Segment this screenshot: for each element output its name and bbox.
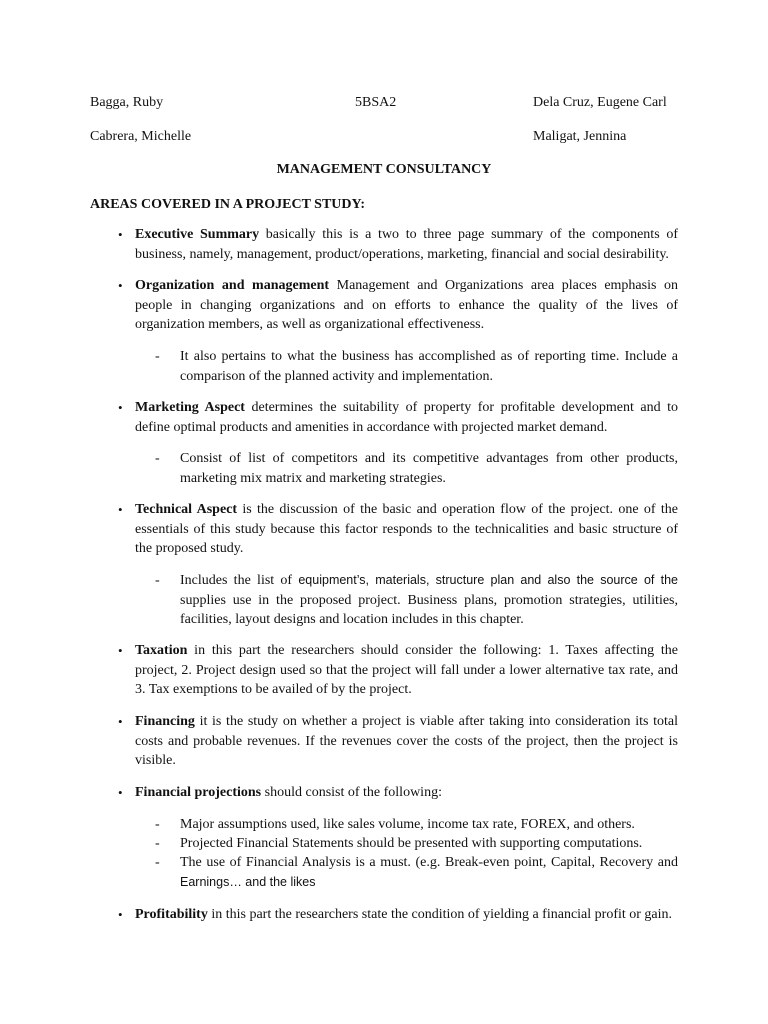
author-name-1: Bagga, Ruby: [90, 95, 164, 110]
sub-item-text: Projected Financial Statements should be presented with supporting computations.: [180, 836, 643, 851]
item-text: should consist of the following:: [261, 785, 442, 800]
bullet-icon: •: [118, 714, 123, 729]
bullet-icon: •: [118, 227, 123, 242]
dash-marker: -: [155, 836, 160, 851]
dash-marker: -: [155, 573, 160, 588]
list-item-financial-projections: [118, 783, 678, 803]
section-heading: AREAS COVERED IN A PROJECT STUDY:: [90, 197, 366, 212]
item-text: it is the study on whether a project is viable after taking into consideration its total costs and probable revenues. If the revenues cover the costs of the project, then the project is visible.: [135, 714, 678, 768]
bullet-icon: •: [118, 643, 123, 658]
item-term: Taxation: [135, 643, 188, 658]
list-item-marketing: [118, 398, 678, 437]
bullet-icon: •: [118, 907, 123, 922]
dash-marker: -: [155, 817, 160, 832]
item-term: Marketing Aspect: [135, 400, 245, 415]
list-item-executive-summary: [118, 225, 678, 264]
list-item-taxation: [118, 641, 678, 700]
list-item-technical: [118, 500, 678, 559]
item-text: basically this is a two to three page summary of the components of business, namely, management, product/operations, marketing, financial and social desirability.: [135, 227, 678, 262]
item-term: Organization and management: [135, 278, 330, 293]
sub-item: [155, 347, 678, 386]
sub-item-text: Major assumptions used, like sales volume, income tax rate, FOREX, and others.: [180, 817, 635, 832]
list-item-organization: [118, 276, 678, 335]
item-term: Financial projections: [135, 785, 262, 800]
list-item-profitability: [118, 905, 678, 925]
sub-item: [155, 571, 678, 630]
dash-marker: -: [155, 855, 160, 870]
section-code: 5BSA2: [355, 95, 397, 110]
sub-item-text: Earnings… and the likes: [180, 874, 316, 889]
sub-item-text: supplies use in the proposed project. Business plans, promotion strategies, utilities, facilities, layout designs and location includes in this chapter.: [180, 592, 678, 627]
bullet-icon: •: [118, 400, 123, 415]
sub-item: [155, 853, 678, 892]
sub-item: [155, 815, 678, 835]
item-term: Profitability: [135, 907, 208, 922]
sub-item-text: Consist of list of competitors and its competitive advantages from other products, marketing mix matrix and marketing strategies.: [180, 451, 678, 486]
sub-item-text: The use of Financial Analysis is a must. (e.g. Break-even point, Capital, Recovery and: [180, 855, 678, 870]
item-text: is the discussion of the basic and operation flow of the project. one of the essentials of this study because this factor responds to the technicalities and basic structure of the proposed study.: [135, 502, 678, 556]
sub-item: [155, 449, 678, 488]
bullet-icon: •: [118, 278, 123, 293]
item-term: Financing: [135, 714, 195, 729]
bullet-icon: •: [118, 502, 123, 517]
item-text: determines the suitability of property for profitable development and to define optimal products and amenities in accordance with projected market demand.: [135, 400, 678, 435]
author-name-4: Maligat, Jennina: [533, 129, 627, 144]
item-term: Executive Summary: [135, 227, 260, 242]
sub-item: [155, 834, 678, 854]
bullet-icon: •: [118, 785, 123, 800]
sub-item-text: Includes the list of: [180, 573, 299, 588]
sub-item-text: equipment’s, materials, structure plan and also the source of the: [298, 573, 679, 587]
document-title: MANAGEMENT CONSULTANCY: [276, 162, 492, 177]
item-term: Technical Aspect: [135, 502, 238, 517]
item-text: in this part the researchers should consider the following: 1. Taxes affecting the project, 2. Project design used so that the project will fall under a lower alternative tax rate, and 3. Tax exemptions to be availed of by the project.: [135, 643, 678, 697]
sub-item-text: It also pertains to what the business has accomplished as of reporting time. Include a comparison of the planned activity and implementation.: [180, 349, 678, 384]
author-name-3: Cabrera, Michelle: [90, 129, 192, 144]
item-text: in this part the researchers state the condition of yielding a financial profit or gain.: [207, 907, 673, 922]
list-item-financing: [118, 712, 678, 771]
dash-marker: -: [155, 451, 160, 466]
author-name-2: Dela Cruz, Eugene Carl: [533, 95, 667, 110]
item-text: Management and Organizations area places emphasis on people in changing organizations and on efforts to enhance the quality of the lives of organization members, as well as organizational effectiveness.: [135, 278, 679, 332]
dash-marker: -: [155, 349, 160, 364]
